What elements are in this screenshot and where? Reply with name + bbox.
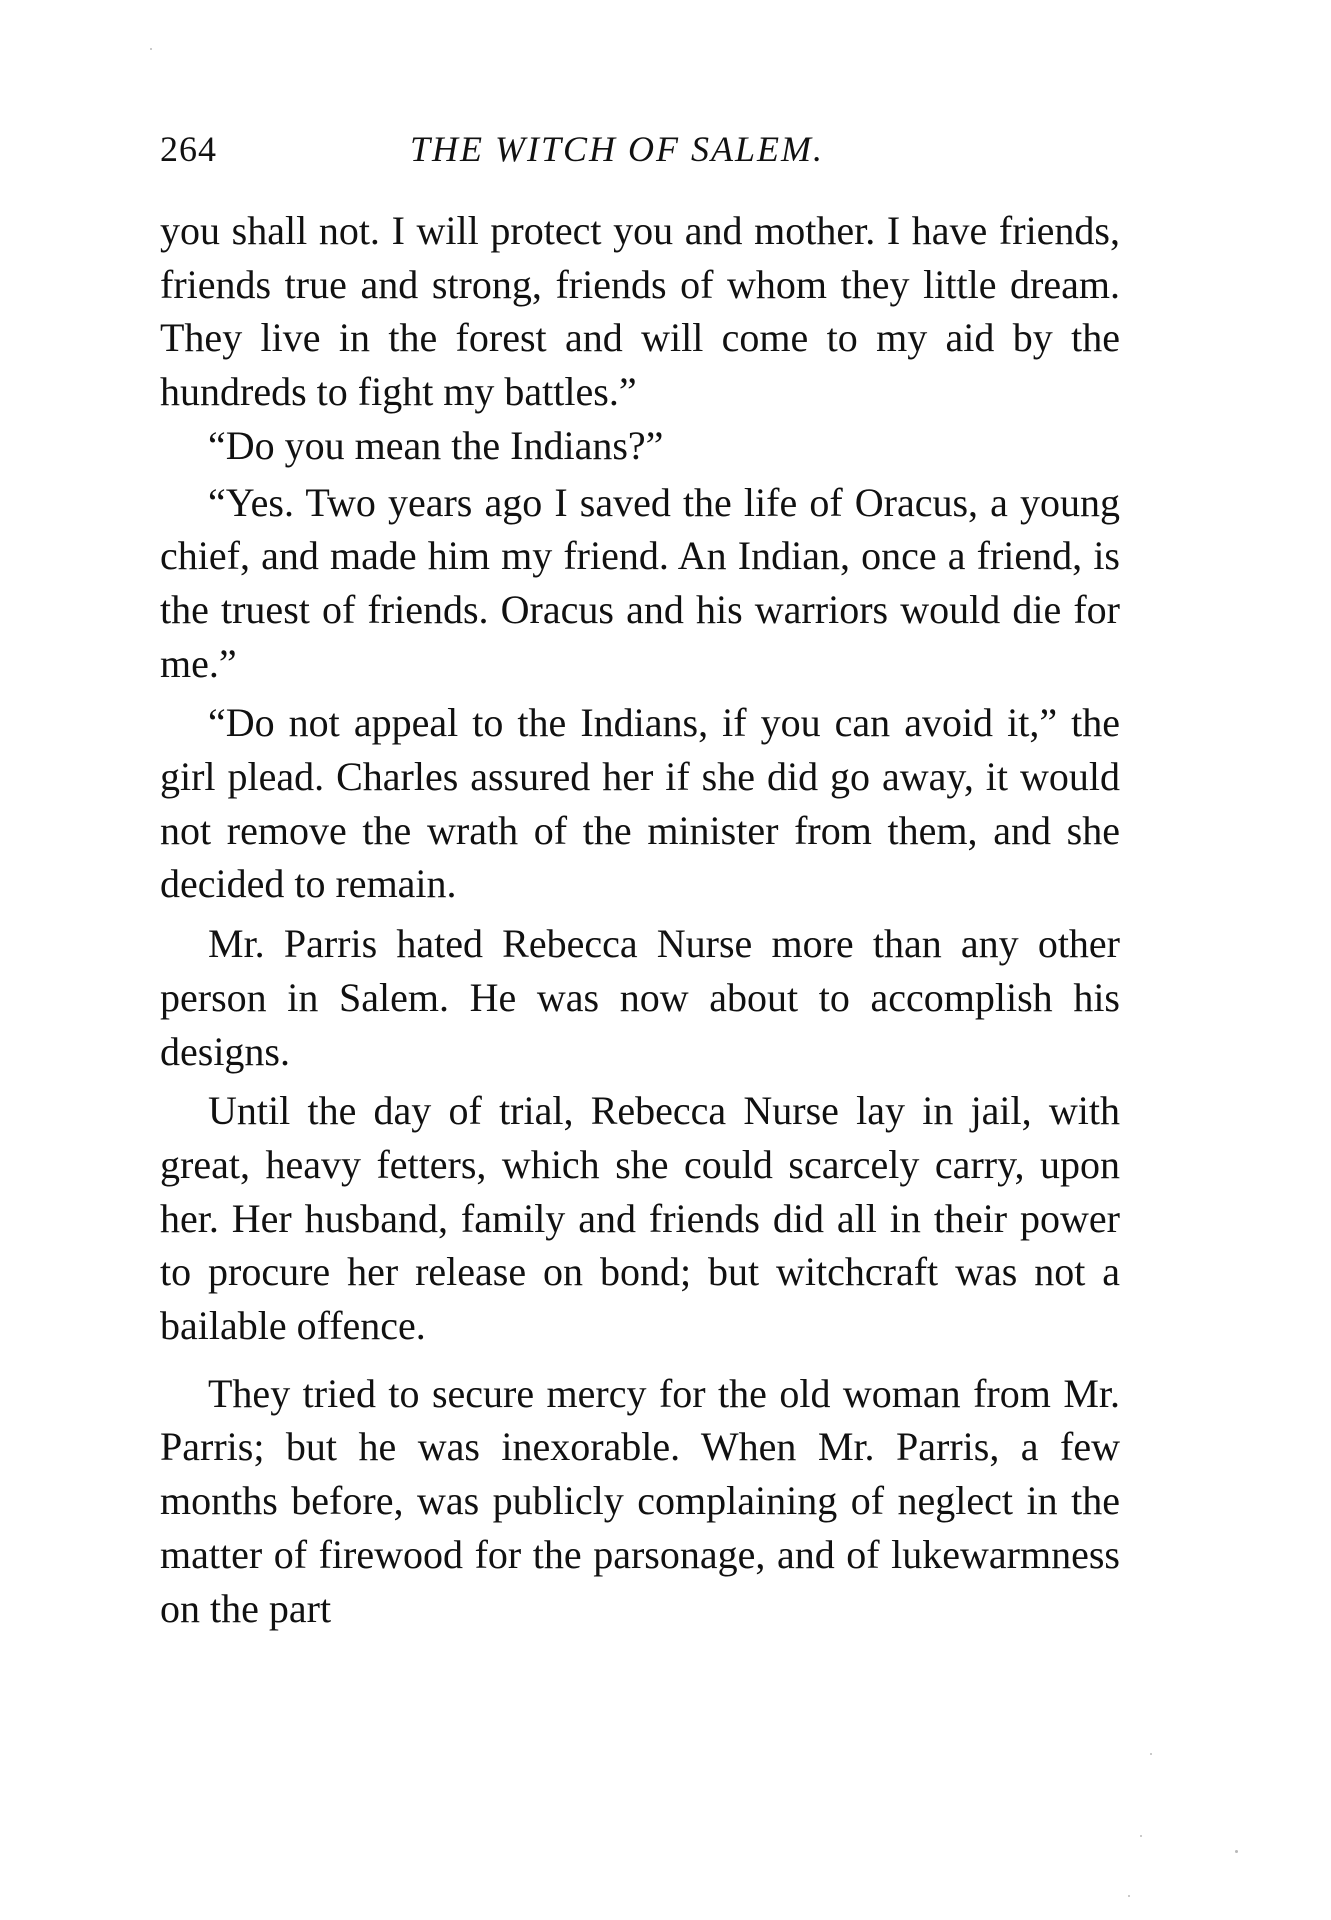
paragraph-2: “Do you mean the Indians?” — [208, 422, 664, 468]
paragraph-5: Mr. Parris hated Rebecca Nurse more than any other person in Salem. He was now about to accomplish his designs. — [160, 921, 1120, 1074]
running-head — [160, 128, 1120, 172]
page-number: 264 — [160, 129, 217, 169]
running-title: THE WITCH OF SALEM. — [410, 129, 824, 169]
scan-speck — [1235, 1850, 1238, 1853]
paragraph-6: Until the day of trial, Rebecca Nurse lay in jail, with great, heavy fetters, which she could scarcely carry, upon her. Her husband, family and friends did all in their power to procure her release on bond; but witchcraft was not a bailable offence. — [160, 1088, 1120, 1349]
scan-speck — [1150, 1753, 1152, 1755]
paragraph-7: They tried to secure mercy for the old woman from Mr. Parris; but he was inexorable. When Mr. Parris, a few months before, was publicly complaining of neglect in the matter of firewood for the parsonage, and of lukewarmness on the part — [160, 1370, 1120, 1631]
scan-speck — [1128, 1895, 1130, 1897]
scan-speck — [1140, 1835, 1142, 1837]
body-text — [160, 204, 1120, 1635]
paragraph-3: “Yes. Two years ago I saved the life of Oracus, a young chief, and made him my friend. An Indian, once a friend, is the truest of friends. Oracus and his warriors would die for me.” — [160, 479, 1120, 686]
paragraph-4: “Do not appeal to the Indians, if you can avoid it,” the girl plead. Charles assured her if she did go away, it would not remove the wrath of the minister from them, and she decided to remain. — [160, 700, 1120, 907]
scan-speck — [150, 48, 152, 50]
paragraph-1: you shall not. I will protect you and mother. I have friends, friends true and strong, friends of whom they little dream. They live in the forest and will come to my aid by the hundreds to fight my battles.” — [160, 208, 1120, 415]
